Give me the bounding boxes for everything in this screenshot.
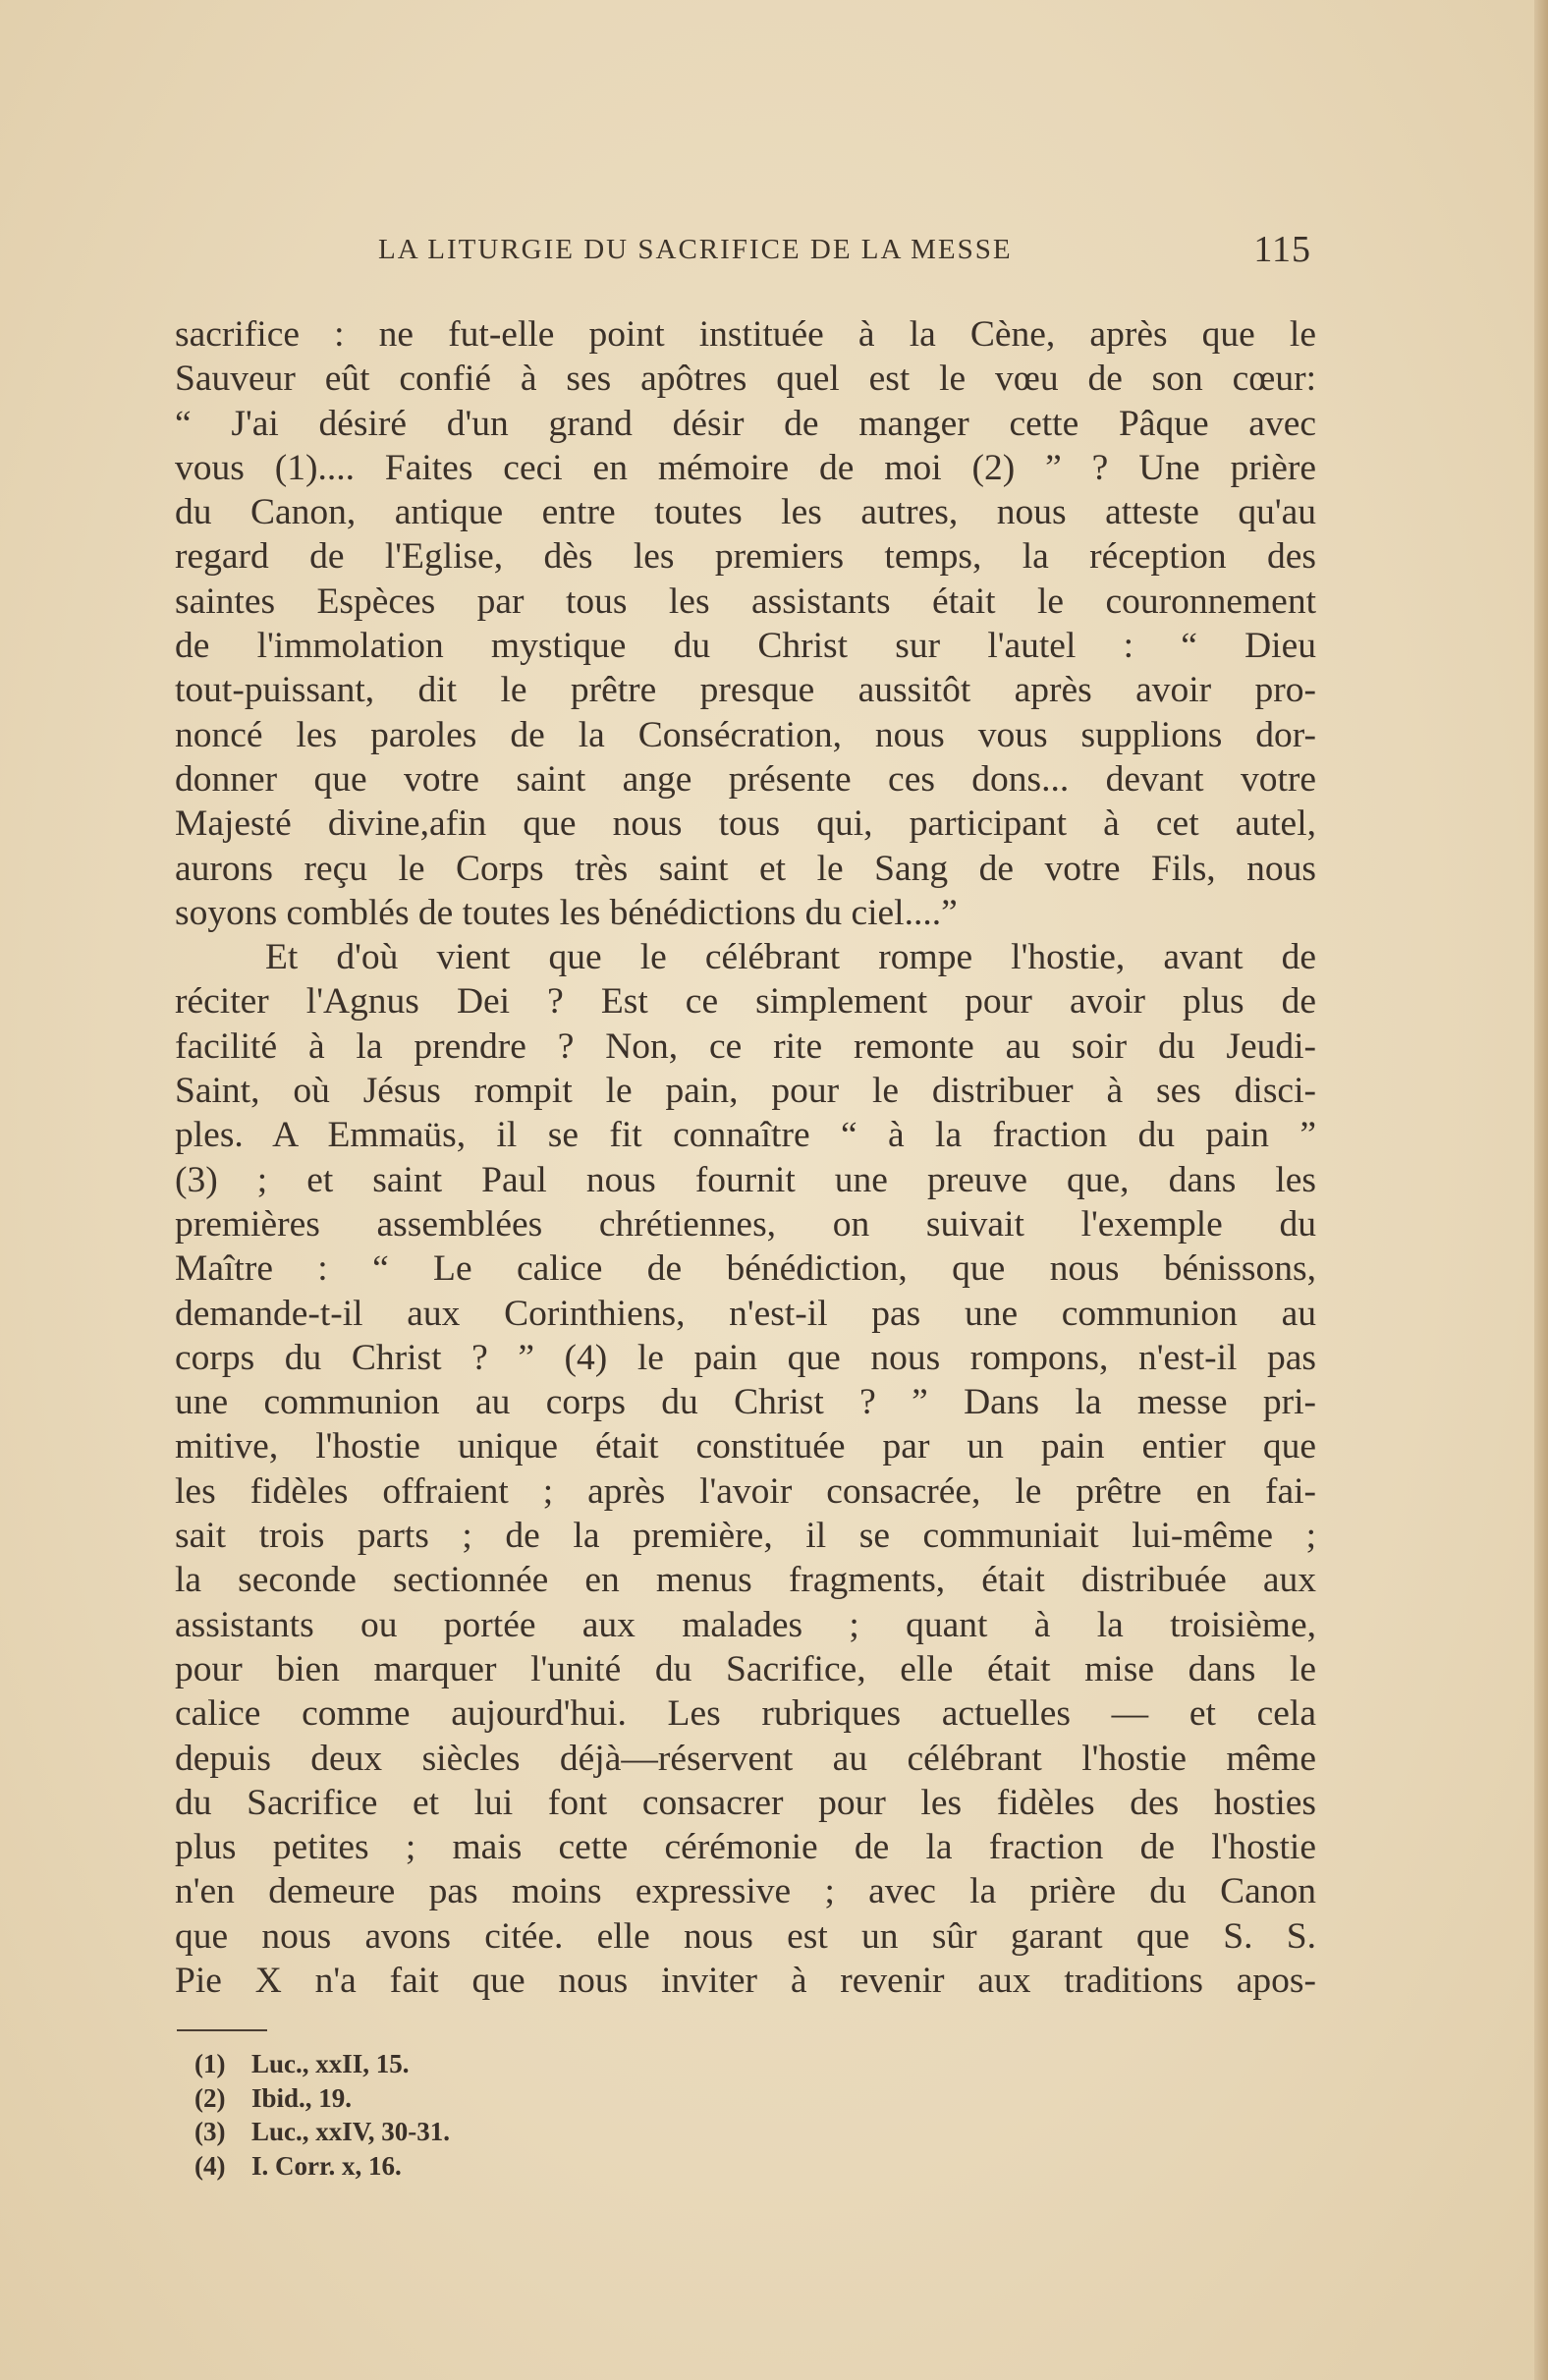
text-line: facilité à la prendre ? Non, ce rite remonte au soir du Jeudi- (175, 1025, 1316, 1067)
running-title: LA LITURGIE DU SACRIFICE DE LA MESSE (378, 234, 1013, 265)
text-line: du Sacrifice et lui font consacrer pour les fidèles des hosties (175, 1782, 1316, 1823)
text-line: aurons reçu le Corps très saint et le Sang de votre Fils, nous (175, 848, 1316, 889)
text-line: assistants ou portée aux malades ; quant à la troisième, (175, 1604, 1316, 1645)
footnote-rule (177, 2029, 267, 2031)
footnotes (194, 2047, 784, 2183)
footnote-mark: (3) (194, 2117, 226, 2146)
text-line: premières assemblées chrétiennes, on suivait l'exemple du (175, 1203, 1316, 1245)
text-line: Maître : “ Le calice de bénédiction, que nous bénissons, (175, 1248, 1316, 1290)
text-line: Saint, où Jésus rompit le pain, pour le distribuer à ses disci- (175, 1071, 1316, 1112)
text-line: une communion au corps du Christ ? ” Dans la messe pri- (175, 1382, 1316, 1423)
text-line: de l'immolation mystique du Christ sur l'autel : “ Dieu (175, 626, 1316, 667)
text-line: sait trois parts ; de la première, il se communiait lui-même ; (175, 1516, 1316, 1557)
paragraph-first-line: Et d'où vient que le célébrant rompe l'hostie, avant de (265, 937, 1316, 978)
text-line: ples. A Emmaüs, il se fit connaître “ à la fraction du pain ” (175, 1115, 1316, 1156)
text-line: pour bien marquer l'unité du Sacrifice, elle était mise dans le (175, 1648, 1316, 1689)
footnote-mark: (4) (194, 2150, 226, 2181)
text-line: saintes Espèces par tous les assistants était le couronnement (175, 581, 1316, 622)
text-line: regard de l'Eglise, dès les premiers temps, la réception des (175, 536, 1316, 578)
text-line: vous (1).... Faites ceci en mémoire de moi (2) ” ? Une prière (175, 447, 1316, 488)
text-line: Pie X n'a fait que nous inviter à revenir aux traditions apos- (175, 1960, 1316, 2001)
footnote-text: I. Corr. x, 16. (251, 2150, 402, 2181)
footnote (194, 2081, 784, 2116)
text-line: réciter l'Agnus Dei ? Est ce simplement pour avoir plus de (175, 981, 1316, 1023)
text-line: plus petites ; mais cette cérémonie de la fraction de l'hostie (175, 1827, 1316, 1868)
text-line: les fidèles offraient ; après l'avoir consacrée, le prêtre en fai- (175, 1470, 1316, 1512)
text-line: “ J'ai désiré d'un grand désir de manger cette Pâque avec (175, 403, 1316, 444)
footnote (194, 2115, 784, 2149)
footnote (194, 2047, 784, 2081)
text-line: mitive, l'hostie unique était constituée par un pain entier que (175, 1426, 1316, 1467)
text-line: noncé les paroles de la Consécration, nous vous supplions dor- (175, 714, 1316, 755)
footnote-text: Ibid., 19. (251, 2082, 353, 2113)
text-line: Majesté divine,afin que nous tous qui, participant à cet autel, (175, 803, 1316, 845)
footnote (194, 2149, 784, 2184)
text-line: demande-t-il aux Corinthiens, n'est-il pas une communion au (175, 1293, 1316, 1334)
page-header (378, 228, 1311, 275)
text-line: tout-puissant, dit le prêtre presque aussitôt après avoir pro- (175, 670, 1316, 711)
page-edge-shadow (1534, 0, 1548, 2380)
text-line: sacrifice : ne fut-elle point instituée à la Cène, après que le (175, 314, 1316, 355)
text-line: n'en demeure pas moins expressive ; avec la prière du Canon (175, 1871, 1316, 1912)
text-line: corps du Christ ? ” (4) le pain que nous rompons, n'est-il pas (175, 1337, 1316, 1378)
page-number: 115 (1253, 229, 1311, 270)
footnote-text: Luc., xxII, 15. (251, 2049, 410, 2078)
text-line: Sauveur eût confié à ses apôtres quel est le vœu de son cœur: (175, 359, 1316, 400)
text-line: la seconde sectionnée en menus fragments, était distribuée aux (175, 1560, 1316, 1601)
footnote-mark: (1) (194, 2049, 226, 2078)
text-line: (3) ; et saint Paul nous fournit une preuve que, dans les (175, 1159, 1316, 1200)
body-text (175, 312, 1316, 2003)
text-line: soyons comblés de toutes les bénédictions du ciel....” (175, 892, 958, 933)
footnote-mark: (2) (194, 2082, 226, 2113)
text-line: que nous avons citée. elle nous est un sûr garant que S. S. (175, 1915, 1316, 1957)
text-line: donner que votre saint ange présente ces dons... devant votre (175, 758, 1316, 800)
footnote-text: Luc., xxIV, 30-31. (251, 2117, 451, 2146)
text-line: calice comme aujourd'hui. Les rubriques actuelles — et cela (175, 1693, 1316, 1735)
text-line: du Canon, antique entre toutes les autres, nous atteste qu'au (175, 492, 1316, 533)
text-line: depuis deux siècles déjà—réservent au célébrant l'hostie même (175, 1738, 1316, 1779)
